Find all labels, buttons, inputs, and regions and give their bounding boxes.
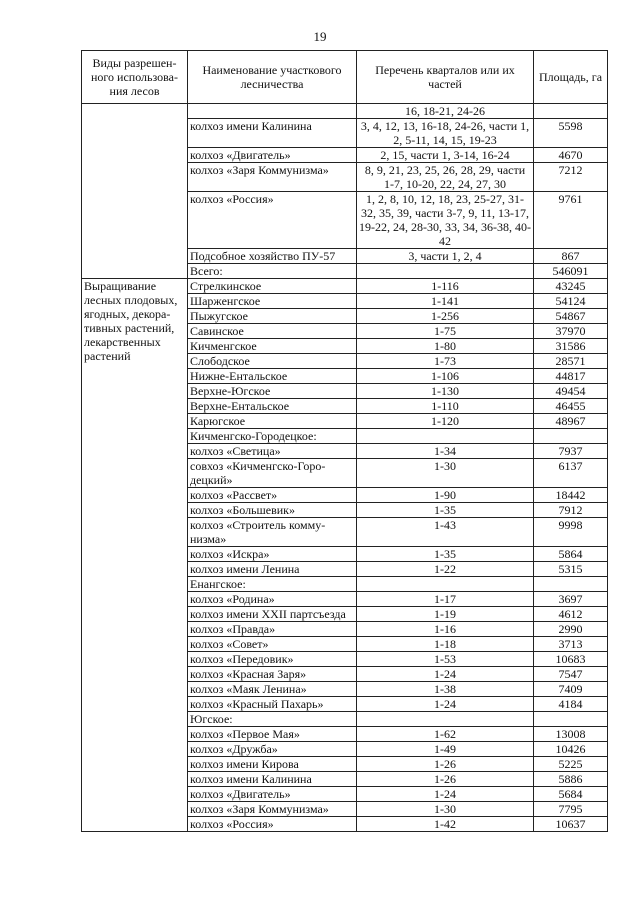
quarters-cell: 1-106 bbox=[357, 369, 534, 384]
area-cell bbox=[534, 577, 608, 592]
header-quarters: Перечень кварталов или их частей bbox=[357, 51, 534, 104]
table-row bbox=[82, 279, 608, 294]
area-cell: 10637 bbox=[534, 817, 608, 832]
forestry-name-cell: совхоз «Кичменгско-Горо-децкий» bbox=[188, 459, 357, 488]
header-use-type: Виды разрешен-ного использова-ния лесов bbox=[82, 51, 188, 104]
area-cell: 9998 bbox=[534, 518, 608, 547]
quarters-cell: 1-49 bbox=[357, 742, 534, 757]
forestry-name-cell: колхоз «Красный Пахарь» bbox=[188, 697, 357, 712]
forestry-name-cell: колхоз «Двигатель» bbox=[188, 787, 357, 802]
forestry-name-cell: колхоз «Первое Мая» bbox=[188, 727, 357, 742]
area-cell: 54867 bbox=[534, 309, 608, 324]
area-cell: 5864 bbox=[534, 547, 608, 562]
forestry-name-cell: колхоз «Большевик» bbox=[188, 503, 357, 518]
quarters-cell: 1-130 bbox=[357, 384, 534, 399]
quarters-cell: 1-53 bbox=[357, 652, 534, 667]
area-cell: 7937 bbox=[534, 444, 608, 459]
forestry-name-cell: колхоз «Россия» bbox=[188, 817, 357, 832]
forestry-name-cell: колхоз «Россия» bbox=[188, 192, 357, 249]
area-cell: 43245 bbox=[534, 279, 608, 294]
area-cell: 46455 bbox=[534, 399, 608, 414]
forest-use-table bbox=[81, 50, 608, 832]
forestry-name-cell: Всего: bbox=[188, 264, 357, 279]
forestry-name-cell: колхоз «Родина» bbox=[188, 592, 357, 607]
area-cell: 48967 bbox=[534, 414, 608, 429]
area-cell: 546091 bbox=[534, 264, 608, 279]
quarters-cell: 1-16 bbox=[357, 622, 534, 637]
quarters-cell: 1-75 bbox=[357, 324, 534, 339]
quarters-cell: 3, части 1, 2, 4 bbox=[357, 249, 534, 264]
table-row bbox=[82, 104, 608, 119]
quarters-cell: 1-24 bbox=[357, 667, 534, 682]
forestry-name-cell: колхоз «Совет» bbox=[188, 637, 357, 652]
quarters-cell: 16, 18-21, 24-26 bbox=[357, 104, 534, 119]
area-cell: 7795 bbox=[534, 802, 608, 817]
area-cell: 18442 bbox=[534, 488, 608, 503]
quarters-cell: 1-73 bbox=[357, 354, 534, 369]
quarters-cell: 1-19 bbox=[357, 607, 534, 622]
quarters-cell: 1-17 bbox=[357, 592, 534, 607]
area-cell: 3697 bbox=[534, 592, 608, 607]
area-cell: 10683 bbox=[534, 652, 608, 667]
forestry-name-cell: Подсобное хозяйство ПУ-57 bbox=[188, 249, 357, 264]
forestry-name-cell: колхоз «Рассвет» bbox=[188, 488, 357, 503]
quarters-cell: 1-26 bbox=[357, 757, 534, 772]
forestry-name-cell: колхоз «Заря Коммунизма» bbox=[188, 163, 357, 192]
forestry-name-cell: Югское: bbox=[188, 712, 357, 727]
quarters-cell: 3, 4, 12, 13, 16-18, 24-26, части 1, 2, 5-11, 14, 15, 19-23 bbox=[357, 119, 534, 148]
quarters-cell: 1-42 bbox=[357, 817, 534, 832]
area-cell: 5684 bbox=[534, 787, 608, 802]
forestry-name-cell: Шарженгское bbox=[188, 294, 357, 309]
quarters-cell: 1-24 bbox=[357, 697, 534, 712]
area-cell: 2990 bbox=[534, 622, 608, 637]
quarters-cell: 2, 15, части 1, 3-14, 16-24 bbox=[357, 148, 534, 163]
area-cell: 3713 bbox=[534, 637, 608, 652]
quarters-cell bbox=[357, 264, 534, 279]
area-cell: 7212 bbox=[534, 163, 608, 192]
quarters-cell: 1-30 bbox=[357, 802, 534, 817]
forestry-name-cell: Карюгское bbox=[188, 414, 357, 429]
area-cell: 7912 bbox=[534, 503, 608, 518]
area-cell: 6137 bbox=[534, 459, 608, 488]
area-cell bbox=[534, 712, 608, 727]
area-cell: 4184 bbox=[534, 697, 608, 712]
area-cell: 5598 bbox=[534, 119, 608, 148]
quarters-cell: 1-18 bbox=[357, 637, 534, 652]
quarters-cell: 1-116 bbox=[357, 279, 534, 294]
area-cell bbox=[534, 429, 608, 444]
forestry-name-cell: колхоз «Искра» bbox=[188, 547, 357, 562]
area-cell: 5315 bbox=[534, 562, 608, 577]
quarters-cell: 1-80 bbox=[357, 339, 534, 354]
area-cell: 31586 bbox=[534, 339, 608, 354]
quarters-cell: 1-62 bbox=[357, 727, 534, 742]
quarters-cell bbox=[357, 577, 534, 592]
forestry-name-cell: колхоз «Красная Заря» bbox=[188, 667, 357, 682]
forestry-name-cell: Верхне-Ентальское bbox=[188, 399, 357, 414]
quarters-cell: 1-34 bbox=[357, 444, 534, 459]
forestry-name-cell: колхоз «Строитель комму-низма» bbox=[188, 518, 357, 547]
area-cell: 37970 bbox=[534, 324, 608, 339]
quarters-cell: 1, 2, 8, 10, 12, 18, 23, 25-27, 31-32, 35, 39, части 3-7, 9, 11, 13-17, 19-22, 24, 28-30, 33, 34, 36-38, 40-42 bbox=[357, 192, 534, 249]
page-number: 19 bbox=[313, 29, 327, 44]
forestry-name-cell: Енангское: bbox=[188, 577, 357, 592]
quarters-cell: 1-26 bbox=[357, 772, 534, 787]
quarters-cell: 1-256 bbox=[357, 309, 534, 324]
header-forestry-name: Наименование участкового лесничества bbox=[188, 51, 357, 104]
area-cell: 4670 bbox=[534, 148, 608, 163]
forestry-name-cell: колхоз «Передовик» bbox=[188, 652, 357, 667]
forestry-name-cell: колхоз имени XXII партсъезда bbox=[188, 607, 357, 622]
area-cell bbox=[534, 104, 608, 119]
quarters-cell: 1-90 bbox=[357, 488, 534, 503]
quarters-cell: 1-22 bbox=[357, 562, 534, 577]
area-cell: 7409 bbox=[534, 682, 608, 697]
use-type-cell bbox=[82, 104, 188, 279]
area-cell: 5225 bbox=[534, 757, 608, 772]
area-cell: 7547 bbox=[534, 667, 608, 682]
area-cell: 13008 bbox=[534, 727, 608, 742]
forestry-name-cell: колхоз «Двигатель» bbox=[188, 148, 357, 163]
forestry-name-cell: колхоз имени Калинина bbox=[188, 772, 357, 787]
forestry-name-cell bbox=[188, 104, 357, 119]
forestry-name-cell: колхоз имени Ленина bbox=[188, 562, 357, 577]
area-cell: 10426 bbox=[534, 742, 608, 757]
forestry-name-cell: колхоз «Светица» bbox=[188, 444, 357, 459]
use-type-cell: Выращивание лесных плодовых, ягодных, декора-тивных растений, лекарственных растений bbox=[82, 279, 188, 832]
forestry-name-cell: колхоз имени Калинина bbox=[188, 119, 357, 148]
area-cell: 49454 bbox=[534, 384, 608, 399]
area-cell: 4612 bbox=[534, 607, 608, 622]
area-cell: 9761 bbox=[534, 192, 608, 249]
quarters-cell: 8, 9, 21, 23, 25, 26, 28, 29, части 1-7, 10-20, 22, 24, 27, 30 bbox=[357, 163, 534, 192]
forestry-name-cell: Савинское bbox=[188, 324, 357, 339]
forestry-name-cell: Кичменгское bbox=[188, 339, 357, 354]
header-area: Площадь, га bbox=[534, 51, 608, 104]
quarters-cell: 1-120 bbox=[357, 414, 534, 429]
forestry-name-cell: колхоз «Правда» bbox=[188, 622, 357, 637]
quarters-cell: 1-43 bbox=[357, 518, 534, 547]
forestry-name-cell: Пыжугское bbox=[188, 309, 357, 324]
area-cell: 5886 bbox=[534, 772, 608, 787]
quarters-cell: 1-110 bbox=[357, 399, 534, 414]
quarters-cell: 1-30 bbox=[357, 459, 534, 488]
forestry-name-cell: колхоз «Заря Коммунизма» bbox=[188, 802, 357, 817]
area-cell: 28571 bbox=[534, 354, 608, 369]
quarters-cell: 1-38 bbox=[357, 682, 534, 697]
area-cell: 44817 bbox=[534, 369, 608, 384]
quarters-cell: 1-141 bbox=[357, 294, 534, 309]
forestry-name-cell: колхоз «Маяк Ленина» bbox=[188, 682, 357, 697]
area-cell: 54124 bbox=[534, 294, 608, 309]
quarters-cell bbox=[357, 712, 534, 727]
quarters-cell: 1-35 bbox=[357, 547, 534, 562]
forestry-name-cell: Верхне-Югское bbox=[188, 384, 357, 399]
forestry-name-cell: колхоз имени Кирова bbox=[188, 757, 357, 772]
forestry-name-cell: колхоз «Дружба» bbox=[188, 742, 357, 757]
forestry-name-cell: Нижне-Ентальское bbox=[188, 369, 357, 384]
forestry-name-cell: Слободское bbox=[188, 354, 357, 369]
forestry-name-cell: Стрелкинское bbox=[188, 279, 357, 294]
forestry-name-cell: Кичменгско-Городецкое: bbox=[188, 429, 357, 444]
quarters-cell bbox=[357, 429, 534, 444]
quarters-cell: 1-24 bbox=[357, 787, 534, 802]
area-cell: 867 bbox=[534, 249, 608, 264]
quarters-cell: 1-35 bbox=[357, 503, 534, 518]
table-header-row bbox=[82, 51, 608, 104]
